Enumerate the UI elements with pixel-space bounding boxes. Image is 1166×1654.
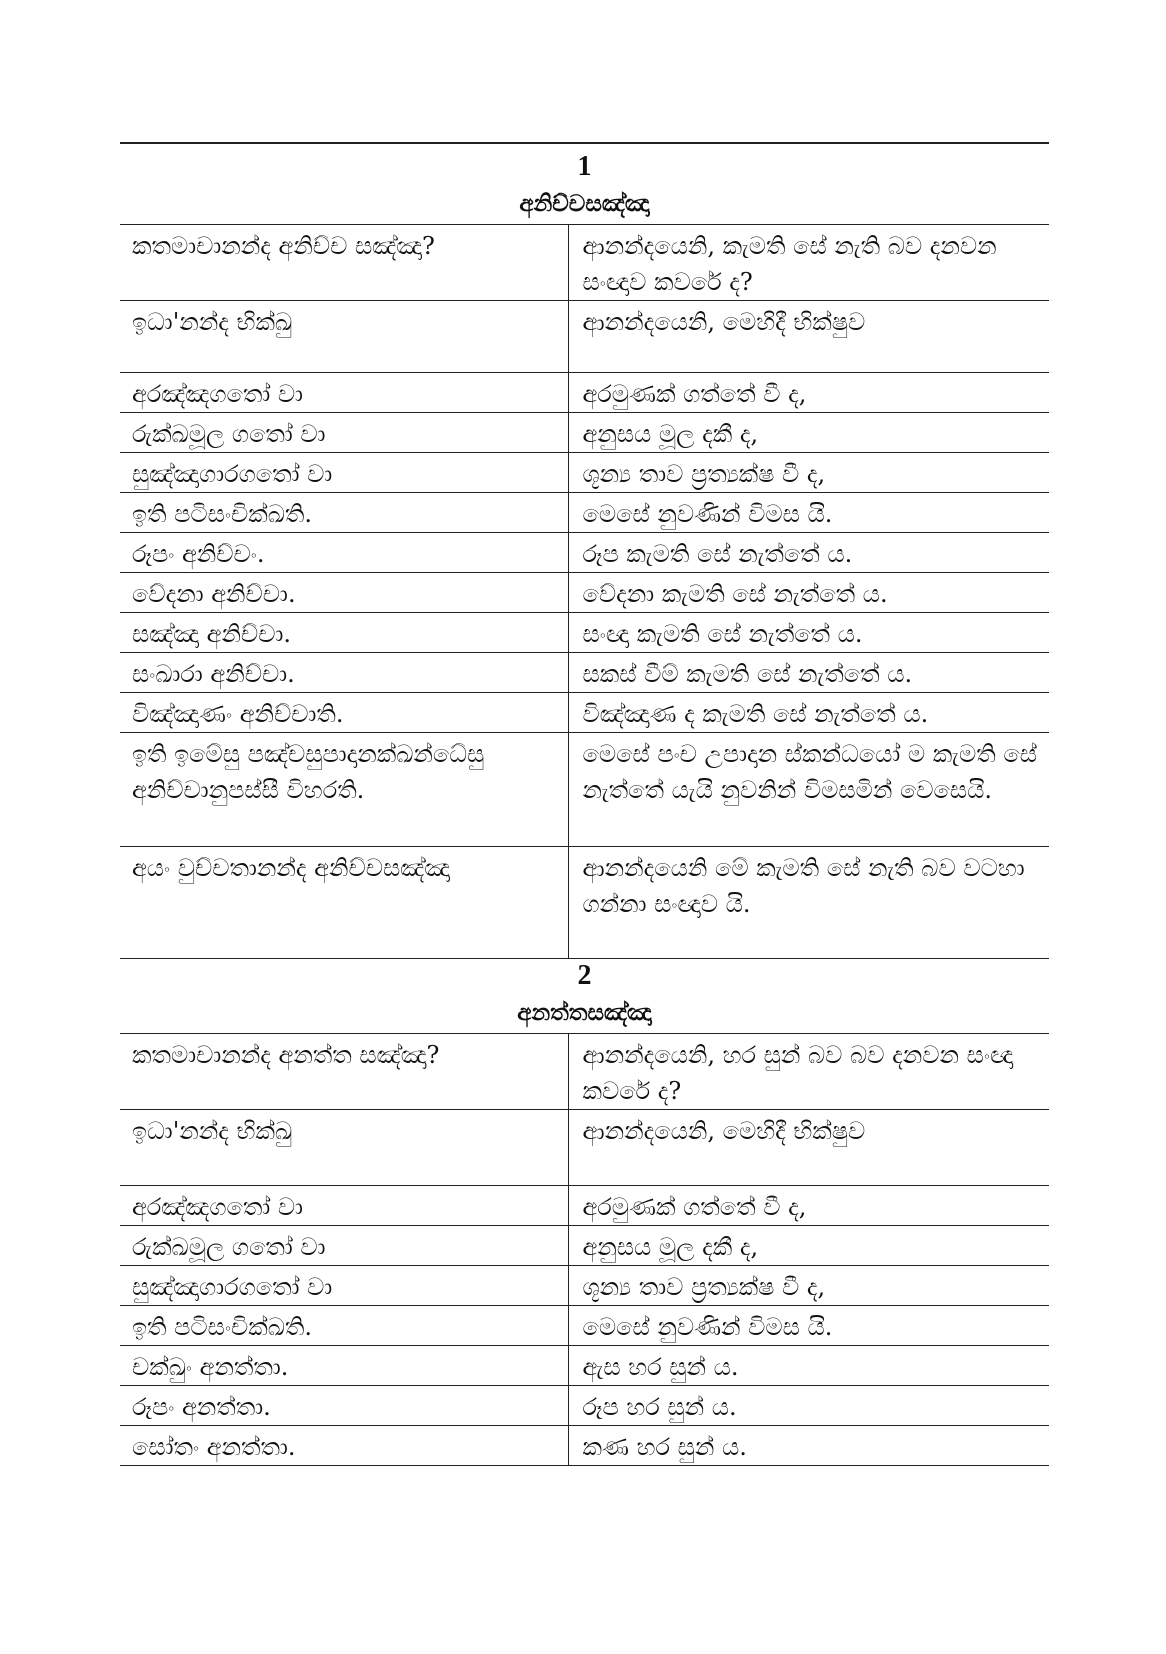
table-row: [120, 693, 1049, 733]
sinhala-cell: රූප හර සුන් ය.: [568, 1386, 1049, 1426]
pali-cell: අරඤ්ඤගතෝ වා: [120, 1186, 568, 1226]
sinhala-cell: මෙසේ නුවණින් විමස යි.: [568, 1306, 1049, 1346]
section-title: අනත්තසඤ්ඤා: [517, 999, 652, 1026]
pali-cell: ඉධා'නන්ද භික්ඛු: [120, 301, 568, 373]
pali-cell: සුඤ්ඤාගාරගතෝ වා: [120, 1266, 568, 1306]
sinhala-cell: ආනන්දයෙනි, මෙහිදී භික්ෂුව: [568, 1110, 1049, 1186]
table-row: [120, 1346, 1049, 1386]
section-2: [120, 959, 1049, 1466]
pali-cell: කතමාචානන්ද අනත්ත සඤ්ඤා?: [120, 1034, 568, 1110]
page-content: [120, 142, 1049, 1466]
table-row: [120, 453, 1049, 493]
pali-cell: වේදනා අනිච්චා.: [120, 573, 568, 613]
pali-cell: ඉධා'නන්ද භික්ඛු: [120, 1110, 568, 1186]
pali-cell: රුක්ඛමූල ගතෝ වා: [120, 413, 568, 453]
pali-cell: රූපං අනිච්චං.: [120, 533, 568, 573]
sinhala-cell: අනුසය මූල දකී ද,: [568, 1226, 1049, 1266]
table-row: [120, 573, 1049, 613]
table-row: [120, 301, 1049, 373]
table-row: [120, 413, 1049, 453]
table-row: [120, 653, 1049, 693]
sinhala-cell: අනුසය මූල දකී ද,: [568, 413, 1049, 453]
sinhala-cell: ඇස හර සුන් ය.: [568, 1346, 1049, 1386]
sinhala-cell: අරමුණක් ගත්තේ වී ද,: [568, 373, 1049, 413]
pali-cell: සඤ්ඤා අනිච්චා.: [120, 613, 568, 653]
sinhala-cell: සංඥා කැමති සේ නැත්තේ ය.: [568, 613, 1049, 653]
table-row: [120, 847, 1049, 959]
table-row: [120, 1266, 1049, 1306]
sinhala-cell: සකස් වීම් කැමති සේ නැත්තේ ය.: [568, 653, 1049, 693]
table-row: [120, 1306, 1049, 1346]
pali-cell: සංඛාරා අනිච්චා.: [120, 653, 568, 693]
table-row: [120, 225, 1049, 301]
pali-cell: රූපං අනත්තා.: [120, 1386, 568, 1426]
sinhala-cell: කණ හර සුන් ය.: [568, 1426, 1049, 1466]
pali-cell: අයං වුච්චතානන්ද අනිච්චසඤ්ඤා: [120, 847, 568, 959]
table-row: [120, 493, 1049, 533]
table-row: [120, 1110, 1049, 1186]
verse-table: [120, 224, 1049, 959]
table-row: [120, 373, 1049, 413]
pali-cell: ඉති ඉමේසු පඤ්චසුපාදානක්ඛන්ධේසු අනිච්චානුපස්සී විහරති.: [120, 733, 568, 847]
pali-cell: විඤ්ඤාණං අනිච්චාති.: [120, 693, 568, 733]
table-row: [120, 533, 1049, 573]
sinhala-cell: මෙසේ නුවණින් විමස යි.: [568, 493, 1049, 533]
section-title: අනිච්චසඤ්ඤා: [519, 190, 650, 217]
pali-cell: සෝතං අනත්තා.: [120, 1426, 568, 1466]
sinhala-cell: අරමුණක් ගත්තේ වී ද,: [568, 1186, 1049, 1226]
pali-cell: අරඤ්ඤගතෝ වා: [120, 373, 568, 413]
sinhala-cell: ආනන්දයෙනි, මෙහිදී භික්ෂුව: [568, 301, 1049, 373]
section-number: 1: [577, 151, 592, 182]
pali-cell: කතමාචානන්ද අනිච්ච සඤ්ඤා?: [120, 225, 568, 301]
table-row: [120, 1226, 1049, 1266]
sinhala-cell: රූප කැමති සේ නැත්තේ ය.: [568, 533, 1049, 573]
pali-cell: චක්ඛුං අනත්තා.: [120, 1346, 568, 1386]
sinhala-cell: ශූන්‍ය තාව ප්‍රත්‍යක්ෂ වී ද,: [568, 1266, 1049, 1306]
pali-cell: ඉති පටිසංචික්ඛති.: [120, 493, 568, 533]
table-row: [120, 733, 1049, 847]
table-row: [120, 613, 1049, 653]
sinhala-cell: විඤ්ඤාණ ද කැමති සේ නැත්තේ ය.: [568, 693, 1049, 733]
pali-cell: ඉති පටිසංචික්ඛති.: [120, 1306, 568, 1346]
sinhala-cell: ශූන්‍ය තාව ප්‍රත්‍යක්ෂ වී ද,: [568, 453, 1049, 493]
sinhala-cell: ආනන්දයෙනි, කැමති සේ නැති බව දනවන සංඥාව කවරේ ද?: [568, 225, 1049, 301]
section-1: [120, 144, 1049, 959]
pali-cell: රුක්ඛමූල ගතෝ වා: [120, 1226, 568, 1266]
sinhala-cell: ආනන්දයෙනි මේ කැමති සේ නැති බව වටහා ගන්නා සංඥාව යි.: [568, 847, 1049, 959]
table-row: [120, 1034, 1049, 1110]
verse-table: [120, 1033, 1049, 1466]
sinhala-cell: වේදනා කැමති සේ නැත්තේ ය.: [568, 573, 1049, 613]
table-row: [120, 1186, 1049, 1226]
table-row: [120, 1386, 1049, 1426]
section-number: 2: [577, 960, 592, 991]
pali-cell: සුඤ්ඤාගාරගතෝ වා: [120, 453, 568, 493]
sinhala-cell: ආනන්දයෙනි, හර සුන් බව බව දනවන සංඥා කවරේ ද?: [568, 1034, 1049, 1110]
table-row: [120, 1426, 1049, 1466]
sinhala-cell: මෙසේ පංච උපාදාන ස්කන්ධයෝ ම කැමති සේ නැත්තේ යැයි නුවනින් විමසමින් වෙසෙයි.: [568, 733, 1049, 847]
